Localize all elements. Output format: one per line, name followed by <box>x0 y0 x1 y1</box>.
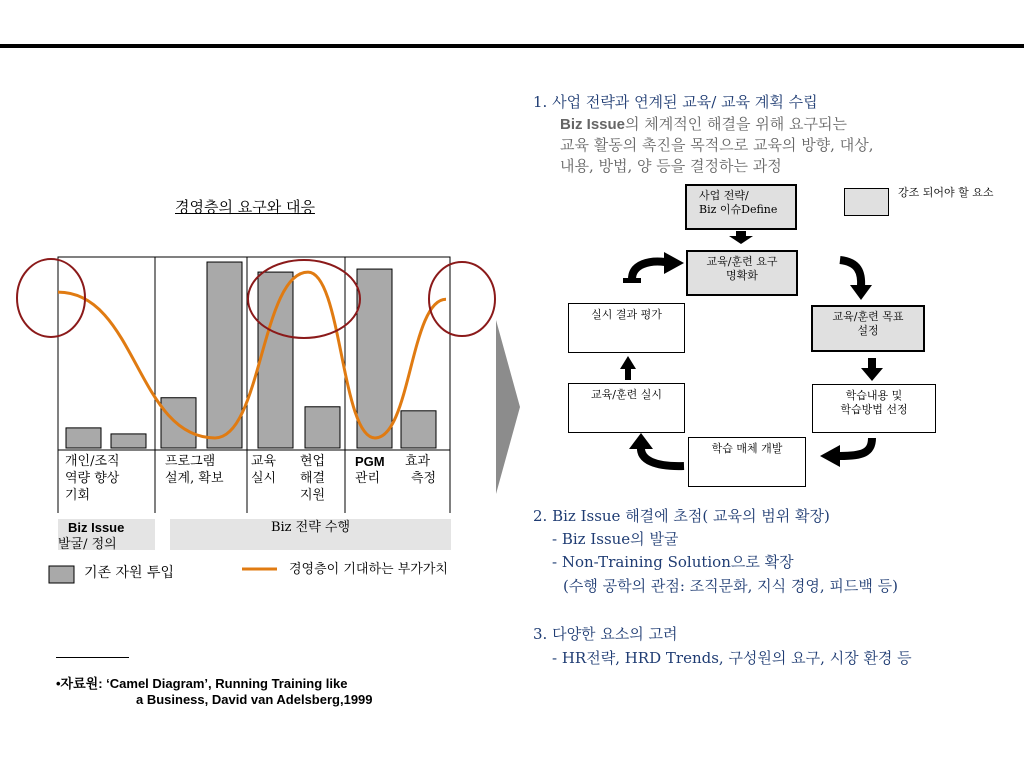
flow-box-biz-define-line1: 사업 전략/ <box>699 189 749 202</box>
flow-box-evaluation: 실시 결과 평가 <box>568 303 685 353</box>
flow-box-goal-line1: 교육/훈련 목표 <box>832 310 904 323</box>
biz-issue-band <box>58 519 155 550</box>
legend-line-label: 경영층이 기대하는 부가가치 <box>289 562 448 577</box>
col-label-6-line1: 효과 <box>405 454 431 469</box>
col-label-1 <box>65 453 120 504</box>
section2-line1: - Biz Issue의 발굴 <box>552 530 679 548</box>
col-label-2-line2: 설계, 확보 <box>165 471 224 486</box>
col-label-3-line2: 실시 <box>251 471 277 486</box>
flow-box-content-line2: 학습방법 선정 <box>840 403 908 416</box>
section1-line2: 교육 활동의 촉진을 목적으로 교육의 방향, 대상, <box>560 136 874 154</box>
biz-strategy-band-text: Biz 전략 수행 <box>270 520 351 535</box>
col-label-3-line1: 교육 <box>251 454 277 469</box>
section2-title: 2. Biz Issue 해결에 초점( 교육의 범위 확장) <box>533 507 830 525</box>
col-label-6-line2: 측정 <box>411 471 437 486</box>
legend-bar-swatch <box>49 566 74 583</box>
flow-box-media: 학습 매체 개발 <box>688 437 806 487</box>
section1-line3: 내용, 방법, 양 등을 결정하는 과정 <box>560 157 782 175</box>
col-label-1-line1: 개인/조직 <box>65 454 120 469</box>
col-label-5 <box>355 453 385 487</box>
resource-bar <box>258 272 293 448</box>
flow-box-execution: 교육/훈련 실시 <box>568 383 685 433</box>
flow-box-content-line1: 학습내용 및 <box>845 389 903 402</box>
col-label-4 <box>300 453 325 504</box>
source-rule <box>56 657 129 658</box>
legend-bar-label: 기존 자원 투입 <box>84 565 175 581</box>
col-label-4-line1: 현업 <box>300 454 326 469</box>
flow-box-needs-line2: 명확화 <box>726 269 758 282</box>
source-line2: a Business, David van Adelsberg,1999 <box>136 692 373 707</box>
chart-title: 경영층의 요구와 대응 <box>175 198 315 216</box>
resource-bar <box>401 411 436 448</box>
flow-box-goal-line2: 설정 <box>857 324 879 337</box>
col-label-5-line1: PGM <box>355 454 385 469</box>
source-line1: •자료원: ‘Camel Diagram’, Running Training like <box>56 676 348 691</box>
section2-line3: (수행 공학의 관점: 조직문화, 지식 경영, 피드백 등) <box>563 577 898 595</box>
highlight-ellipse <box>17 259 85 337</box>
col-label-4-line2: 해결 <box>300 471 326 486</box>
col-label-6 <box>405 453 436 487</box>
legend-text: 강조 되어야 할 요소 <box>898 186 994 199</box>
col-label-2 <box>165 453 224 487</box>
col-label-1-line2: 역량 향상 <box>65 471 120 486</box>
section3-title: 3. 다양한 요소의 고려 <box>533 625 678 643</box>
col-label-5-line2: 관리 <box>355 471 381 486</box>
biz-issue-band-line2: 발굴/ 정의 <box>58 537 117 552</box>
section1-line1: Biz Issue의 체계적인 해결을 위해 요구되는 <box>560 115 847 133</box>
flow-box-needs-line1: 교육/훈련 요구 <box>706 255 778 268</box>
col-label-4-line3: 지원 <box>300 488 326 503</box>
section3-line1: - HR전략, HRD Trends, 구성원의 요구, 시장 환경 등 <box>552 649 912 667</box>
resource-bar <box>305 407 340 448</box>
resource-bar <box>66 428 101 448</box>
section2-line2: - Non-Training Solution으로 확장 <box>552 553 794 571</box>
section1-title: 1. 사업 전략과 연계된 교육/ 교육 계획 수립 <box>533 93 818 111</box>
resource-bar <box>357 269 392 448</box>
col-label-1-line3: 기회 <box>65 488 91 503</box>
resource-bar <box>111 434 146 448</box>
col-label-2-line1: 프로그램 <box>165 454 216 469</box>
biz-issue-band-line1: Biz Issue <box>68 520 125 535</box>
flow-box-biz-define-line2: Biz 이슈Define <box>699 203 778 216</box>
highlight-ellipse <box>429 262 495 336</box>
col-label-3 <box>251 453 276 487</box>
biz-strategy-band <box>170 519 451 550</box>
